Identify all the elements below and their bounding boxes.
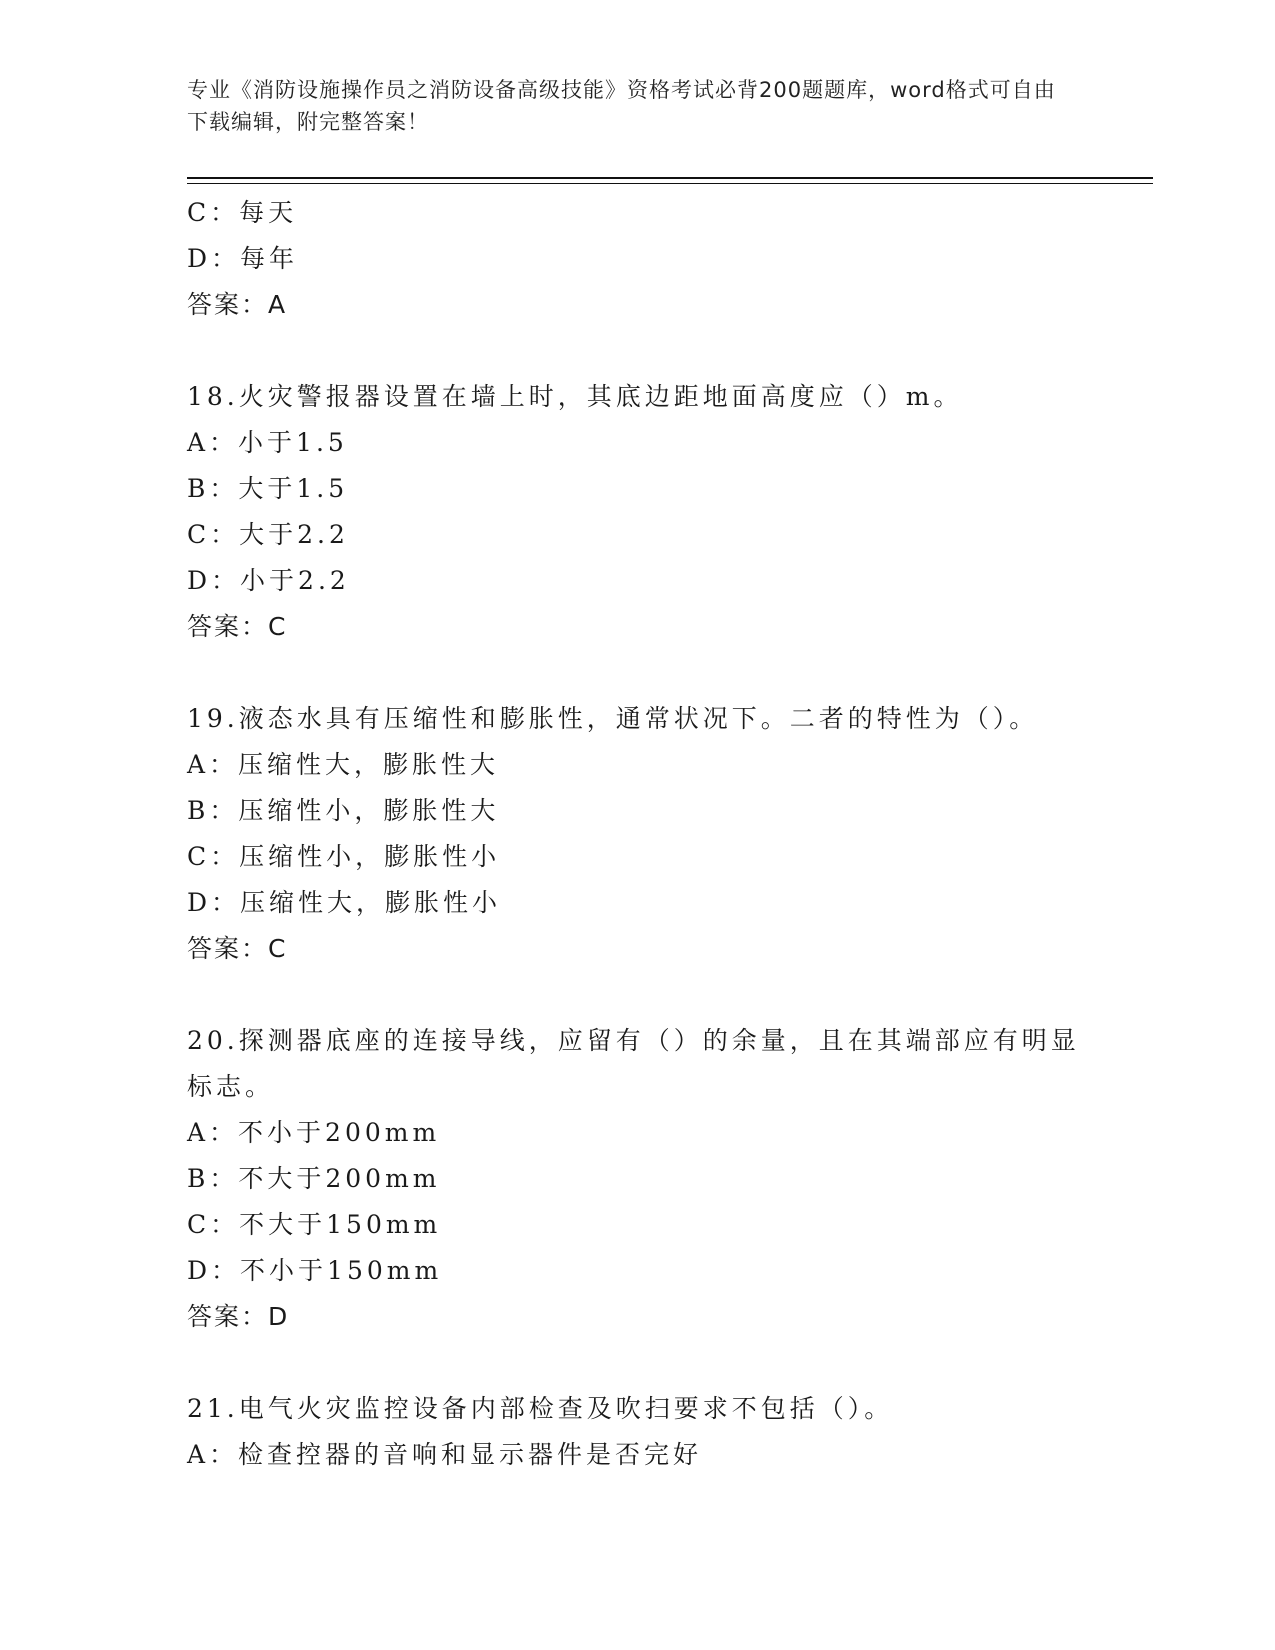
header-divider-thick — [187, 177, 1153, 179]
spacer — [187, 328, 1087, 374]
question-19 — [187, 696, 1087, 972]
question-stem: 19.液态水具有压缩性和膨胀性，通常状况下。二者的特性为（）。 — [187, 704, 1039, 733]
previous-question-tail — [187, 190, 1087, 328]
answer-line: 答案：C — [187, 612, 288, 641]
option-c: C：压缩性小，膨胀性小 — [187, 842, 501, 871]
option-d: D：不小于150mm — [187, 1256, 443, 1285]
option-b: B：压缩性小，膨胀性大 — [187, 796, 500, 825]
question-21 — [187, 1386, 1087, 1478]
question-20 — [187, 1018, 1087, 1340]
question-list — [187, 190, 1087, 1478]
document-header: 专业《消防设施操作员之消防设备高级技能》资格考试必背200题题库，word格式可自由下载编辑，附完整答案！ — [187, 78, 1056, 134]
option-a: A：不小于200mm — [187, 1118, 441, 1147]
option-d: D：每年 — [187, 244, 299, 273]
option-b: B：不大于200mm — [187, 1164, 441, 1193]
question-stem: 18.火灾警报器设置在墙上时，其底边距地面高度应（）m。 — [187, 382, 963, 411]
option-a: A：小于1.5 — [187, 428, 348, 457]
option-c: C：每天 — [187, 198, 298, 227]
spacer — [187, 1340, 1087, 1386]
answer-line: 答案：A — [187, 290, 288, 319]
header-divider-thin — [187, 183, 1153, 184]
question-18 — [187, 374, 1087, 650]
spacer — [187, 650, 1087, 696]
answer-line: 答案：C — [187, 934, 288, 963]
question-stem: 21.电气火灾监控设备内部检查及吹扫要求不包括（）。 — [187, 1394, 894, 1423]
option-a: A：检查控器的音响和显示器件是否完好 — [187, 1440, 703, 1469]
question-stem: 20.探测器底座的连接导线，应留有（）的余量，且在其端部应有明显标志。 — [187, 1026, 1080, 1101]
option-c: C：不大于150mm — [187, 1210, 442, 1239]
option-b: B：大于1.5 — [187, 474, 349, 503]
option-d: D：压缩性大，膨胀性小 — [187, 888, 502, 917]
answer-line: 答案：D — [187, 1302, 290, 1331]
option-a: A：压缩性大，膨胀性大 — [187, 750, 500, 779]
option-c: C：大于2.2 — [187, 520, 349, 549]
option-d: D：小于2.2 — [187, 566, 350, 595]
spacer — [187, 972, 1087, 1018]
